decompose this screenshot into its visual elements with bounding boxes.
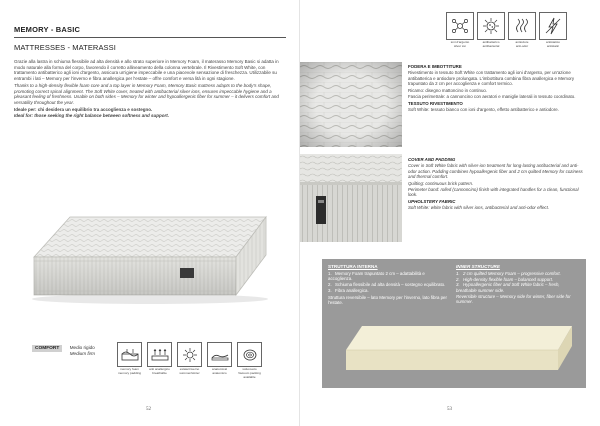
cover-text: Cover in Soft White fabric with silver-ion treatment for long-lasting antibacterial and anti-odor action. Padding combines hypoallergenic fiber and 2 cm quilted Memory for coziness and thermal comfort.: [408, 163, 583, 180]
fodera-text: Rivestimento in tessuto Soft White con trattamento agli ioni d'argento, per un'azione antibatterica e antiodore prolungata. L'imbottitura combina fibra anallergica e Memory trapuntato da 2 cm per accoglienza e comfort termico.: [408, 70, 575, 87]
antibacterial-icon: [481, 16, 501, 36]
struttura-note: Struttura reversibile – lato Memory per l'inverno, lato fibra per l'estate.: [328, 294, 447, 305]
icon-label: estate/inverno summer/winter: [179, 367, 200, 375]
comfort-italian: Medio rigido: [69, 345, 95, 350]
title-divider: [14, 37, 286, 38]
product-description: [14, 59, 282, 120]
summer-winter-feature: [177, 342, 202, 379]
anatomical-icon: [211, 349, 229, 361]
breathable-feature: [147, 342, 172, 379]
antistatic-feature: [539, 12, 567, 49]
mattress-image: [30, 213, 270, 305]
foam-core-image: [322, 318, 586, 388]
icon-label: ioni d'argento silver ion: [450, 40, 470, 48]
ideal-for-italian: Ideale per: chi desidera un equilibrio tra accoglienza e sostegno.: [14, 106, 153, 112]
fascia-text: Fascia perimetrale: a cannoncino con aeratori e maniglie laterali in tessuto coordinato.: [408, 94, 576, 100]
icon-label: antibatterico antibacterial: [482, 40, 500, 48]
silver-ions-feature: [446, 12, 474, 49]
tessuto-text: Soft White: tessuto bianco con ioni d'argento, effetto antibatterico e antiodore.: [408, 107, 559, 113]
icon-label: anti anallergico breathable: [149, 367, 170, 375]
tessuto-heading: TESSUTO RIVESTIMENTO: [408, 100, 463, 106]
silver-ions-icon: [450, 16, 470, 36]
struttura-heading: STRUTTURA INTERNA: [328, 264, 378, 269]
struttura-interna: [328, 264, 450, 305]
list-item: 2. High-density flexible foam – balanced support.: [456, 276, 554, 282]
icon-label: antiodore anti-odor: [515, 40, 529, 48]
icon-label: memory foam memory padding: [117, 367, 142, 375]
specs-english: [408, 157, 586, 212]
comfort-badge: COMFORT: [32, 345, 62, 352]
fabric-feature-icons: [446, 12, 567, 49]
icon-label: anatomical anatomico: [212, 367, 227, 375]
comfort-rating: [32, 345, 95, 363]
breathable-icon: [151, 348, 169, 362]
icon-label: sottovuoto Vacuum packing available: [238, 367, 261, 379]
antibacterial-feature: [477, 12, 505, 49]
product-subtitle: MATTRESSES - MATERASSI: [14, 43, 116, 52]
quilting-detail-image: [300, 62, 402, 147]
specs-italian: [408, 64, 586, 114]
summer-winter-icon: [182, 347, 198, 363]
inner-heading: INNER STRUCTURE: [456, 264, 500, 269]
page-number-right: 53: [447, 407, 452, 412]
anatomical-feature: [207, 342, 232, 379]
inner-note: Reversible structure – Memory side for winter, fiber side for summer.: [456, 293, 571, 304]
cover-heading: COVER AND PADDING: [408, 157, 456, 162]
ideal-for-english: Ideal for: those seeking the right balance between softness and support.: [14, 112, 170, 118]
side-band-detail-image: [300, 154, 402, 242]
anti-odor-feature: [508, 12, 536, 49]
quilting-text: Quilting: continuous brick pattern.: [408, 180, 474, 186]
description-italian: Grazie alla lastra in schiuma flessibile ad alta densità e allo strato superiore in Memory Foam, il materasso Memory Basic si adatta in modo naturale alla forma del corpo, favorendo il corretto allineamento della colonna vertebrale. Il Rivestimento Soft White, con trattamento antibatterico agli ioni d'argento, assicura un'igiene impeccabile e una piacevole sensazione di freschezza. Utilizzabile su entrambi i lati – Memory per l'inverno e fibra anallergica per l'estate – offre comfort e versa lità in ogni stagione.: [14, 59, 279, 81]
fodera-heading: FODERA E IMBOTTITURE: [408, 64, 462, 69]
page-number-left: 52: [146, 407, 151, 412]
internal-structure-panel: [322, 259, 586, 318]
vacuum-packing-feature: [237, 342, 262, 379]
upholstery-text: Soft White: white fabric with silver ions, antibacterial and anti-odor effect.: [408, 205, 550, 211]
icon-label: antistatico antistatic: [546, 40, 560, 48]
product-title: MEMORY - BASIC: [14, 25, 81, 34]
list-item: 1. 2 cm quilted Memory Foam – progressive comfort.: [456, 270, 561, 276]
description-english: Thanks to a high-density flexible foam core and a top layer in Memory Foam, Memory Basic mattress adapts to the body's shape, promoting correct spinal alignment. The Soft White cover, treated with antibacterial silver ions, ensures impeccable hygiene and a pleasant feeling of freshness. Usable on both sides – Memory for winter and hypoallergenic fiber for summer – it delivers comfort and versatility throughout the year.: [14, 82, 279, 105]
list-item: 1. Memory Foam trapuntato 2 cm – adattabilità e accoglienza.: [328, 270, 425, 281]
feature-icons: [117, 342, 262, 379]
inner-list: [456, 271, 580, 293]
antistatic-icon: [543, 16, 563, 36]
anti-odor-icon: [512, 16, 532, 36]
upholstery-heading: UPHOLSTERY FABRIC: [408, 198, 456, 204]
ricamo-text: Ricamo: disegno mattoncino in continuo.: [408, 87, 488, 93]
comfort-values: [70, 345, 95, 356]
right-page: [300, 0, 600, 426]
list-item: 2. Schiuma flessibile ad alta densità – sostegno equilibrato.: [328, 281, 446, 287]
list-item: 3. Hypoallergenic fiber and Soft White fabric – fresh, breathable summer side.: [456, 282, 560, 293]
comfort-english: Medium firm: [69, 350, 95, 356]
memory-foam-feature: [117, 342, 142, 379]
memory-foam-icon: [121, 348, 139, 362]
perimeter-text: Perimeter band: rolled (cannoncino) finish with integrated handles for a clean, functional look.: [408, 187, 579, 198]
list-item: 3. Fibra anallergica.: [328, 287, 369, 293]
vacuum-packing-icon: [242, 347, 258, 363]
inner-structure: [456, 264, 580, 304]
struttura-list: [328, 271, 450, 293]
